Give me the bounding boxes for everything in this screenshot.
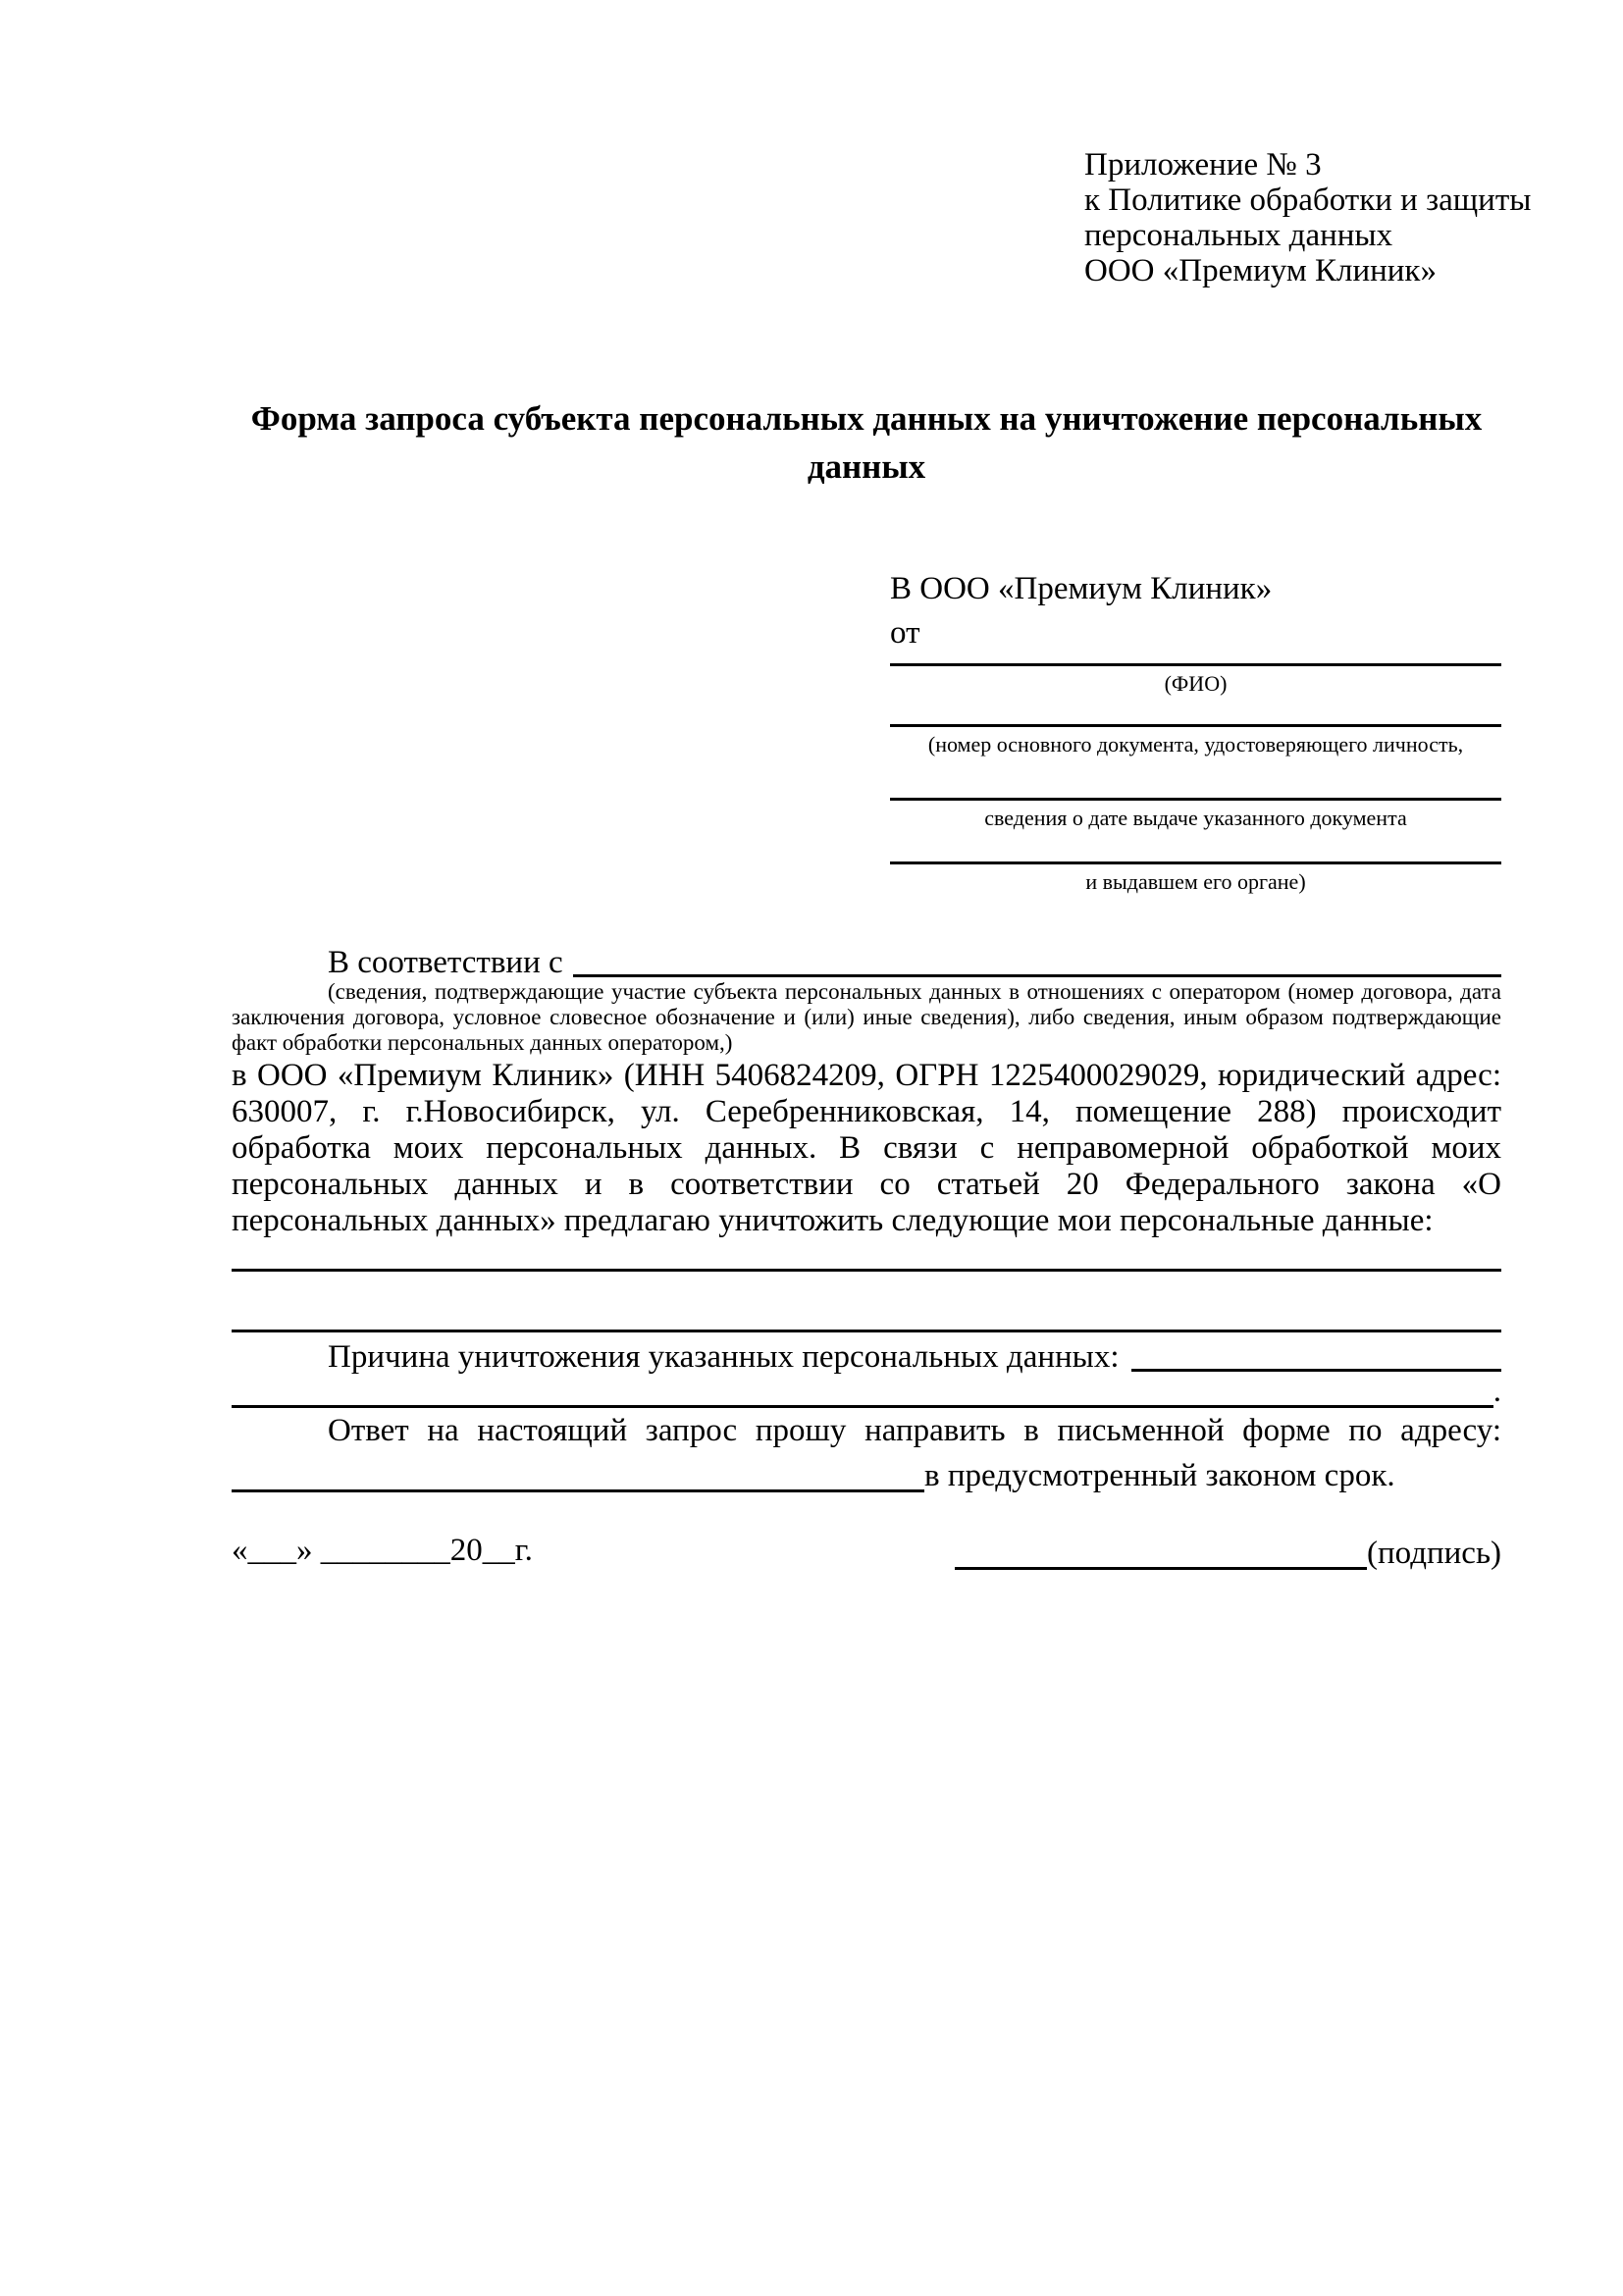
annex-line-4: ООО «Премиум Клиник» <box>1084 253 1437 288</box>
reason-continuation-line <box>232 1379 1493 1408</box>
issuing-authority-fill-line <box>890 861 1501 864</box>
reason-row <box>232 1336 1501 1376</box>
recipient-from-label: от <box>890 615 920 651</box>
reply-address-fill-line <box>232 1468 924 1492</box>
issue-date-fill-line <box>890 798 1501 801</box>
id-document-caption: (номер основного документа, удостоверяющего личность, <box>927 732 1464 757</box>
reply-address-row <box>232 1460 1501 1492</box>
fio-fill-line <box>890 663 1501 666</box>
signature-group <box>955 1538 1501 1570</box>
reason-end-period: . <box>1492 1374 1501 1409</box>
accordance-fill-line <box>573 974 1501 977</box>
annex-header <box>1084 147 1619 288</box>
reason-continuation-row <box>232 1376 1501 1408</box>
reply-sentence: Ответ на настоящий запрос прошу направить в письменной форме по адресу: <box>328 1413 1501 1448</box>
accordance-label: В соответствии с <box>328 945 563 980</box>
data-to-destroy-line-1 <box>232 1269 1501 1272</box>
main-paragraph: в ООО «Премиум Клиник» (ИНН 5406824209, ОГРН 1225400029029, юридический адрес: 630007, г. г.Новосибирск, ул. Серебренниковская, 14, помещение 288) происходит обработка моих персональных данных. В связи с неправомерной обработкой моих персональных данных и в соответствии со статьей 20 Федерального закона «О персональных данных» предлагаю уничтожить следующие мои персональные данные: <box>232 1058 1501 1238</box>
issuing-authority-caption: и выдавшем его органе) <box>1085 869 1306 894</box>
data-to-destroy-line-2 <box>232 1330 1501 1332</box>
fio-caption: (ФИО) <box>1164 671 1228 696</box>
footer-row <box>232 1531 1501 1570</box>
accordance-note: (сведения, подтверждающие участие субъекта персональных данных в отношениях с оператором (номер договора, дата заключения договора, условное словесное обозначение и (или) иные сведения), либо сведения, иным образом подтверждающие факт обработки персональных данных оператором,) <box>232 979 1501 1055</box>
signature-fill-line <box>955 1545 1367 1570</box>
annex-line-1: Приложение № 3 <box>1084 147 1322 183</box>
id-document-fill-line <box>890 724 1501 727</box>
issue-date-caption: сведения о дате выдаче указанного документа <box>984 806 1407 830</box>
recipient-organization: В ООО «Премиум Клиник» <box>890 571 1273 606</box>
annex-line-3: персональных данных <box>1084 218 1393 253</box>
signature-caption: (подпись) <box>1367 1536 1501 1571</box>
reply-tail: в предусмотренный законом срок. <box>924 1458 1395 1493</box>
reason-label: Причина уничтожения указанных персональных данных: <box>328 1339 1120 1375</box>
annex-line-2: к Политике обработки и защиты <box>1084 183 1532 218</box>
reason-fill-line <box>1131 1369 1501 1372</box>
document-title: Форма запроса субъекта персональных данных на уничтожение персональных данных <box>250 399 1483 486</box>
date-line: «___» ________20__г. <box>232 1533 533 1568</box>
accordance-row <box>232 942 1501 981</box>
